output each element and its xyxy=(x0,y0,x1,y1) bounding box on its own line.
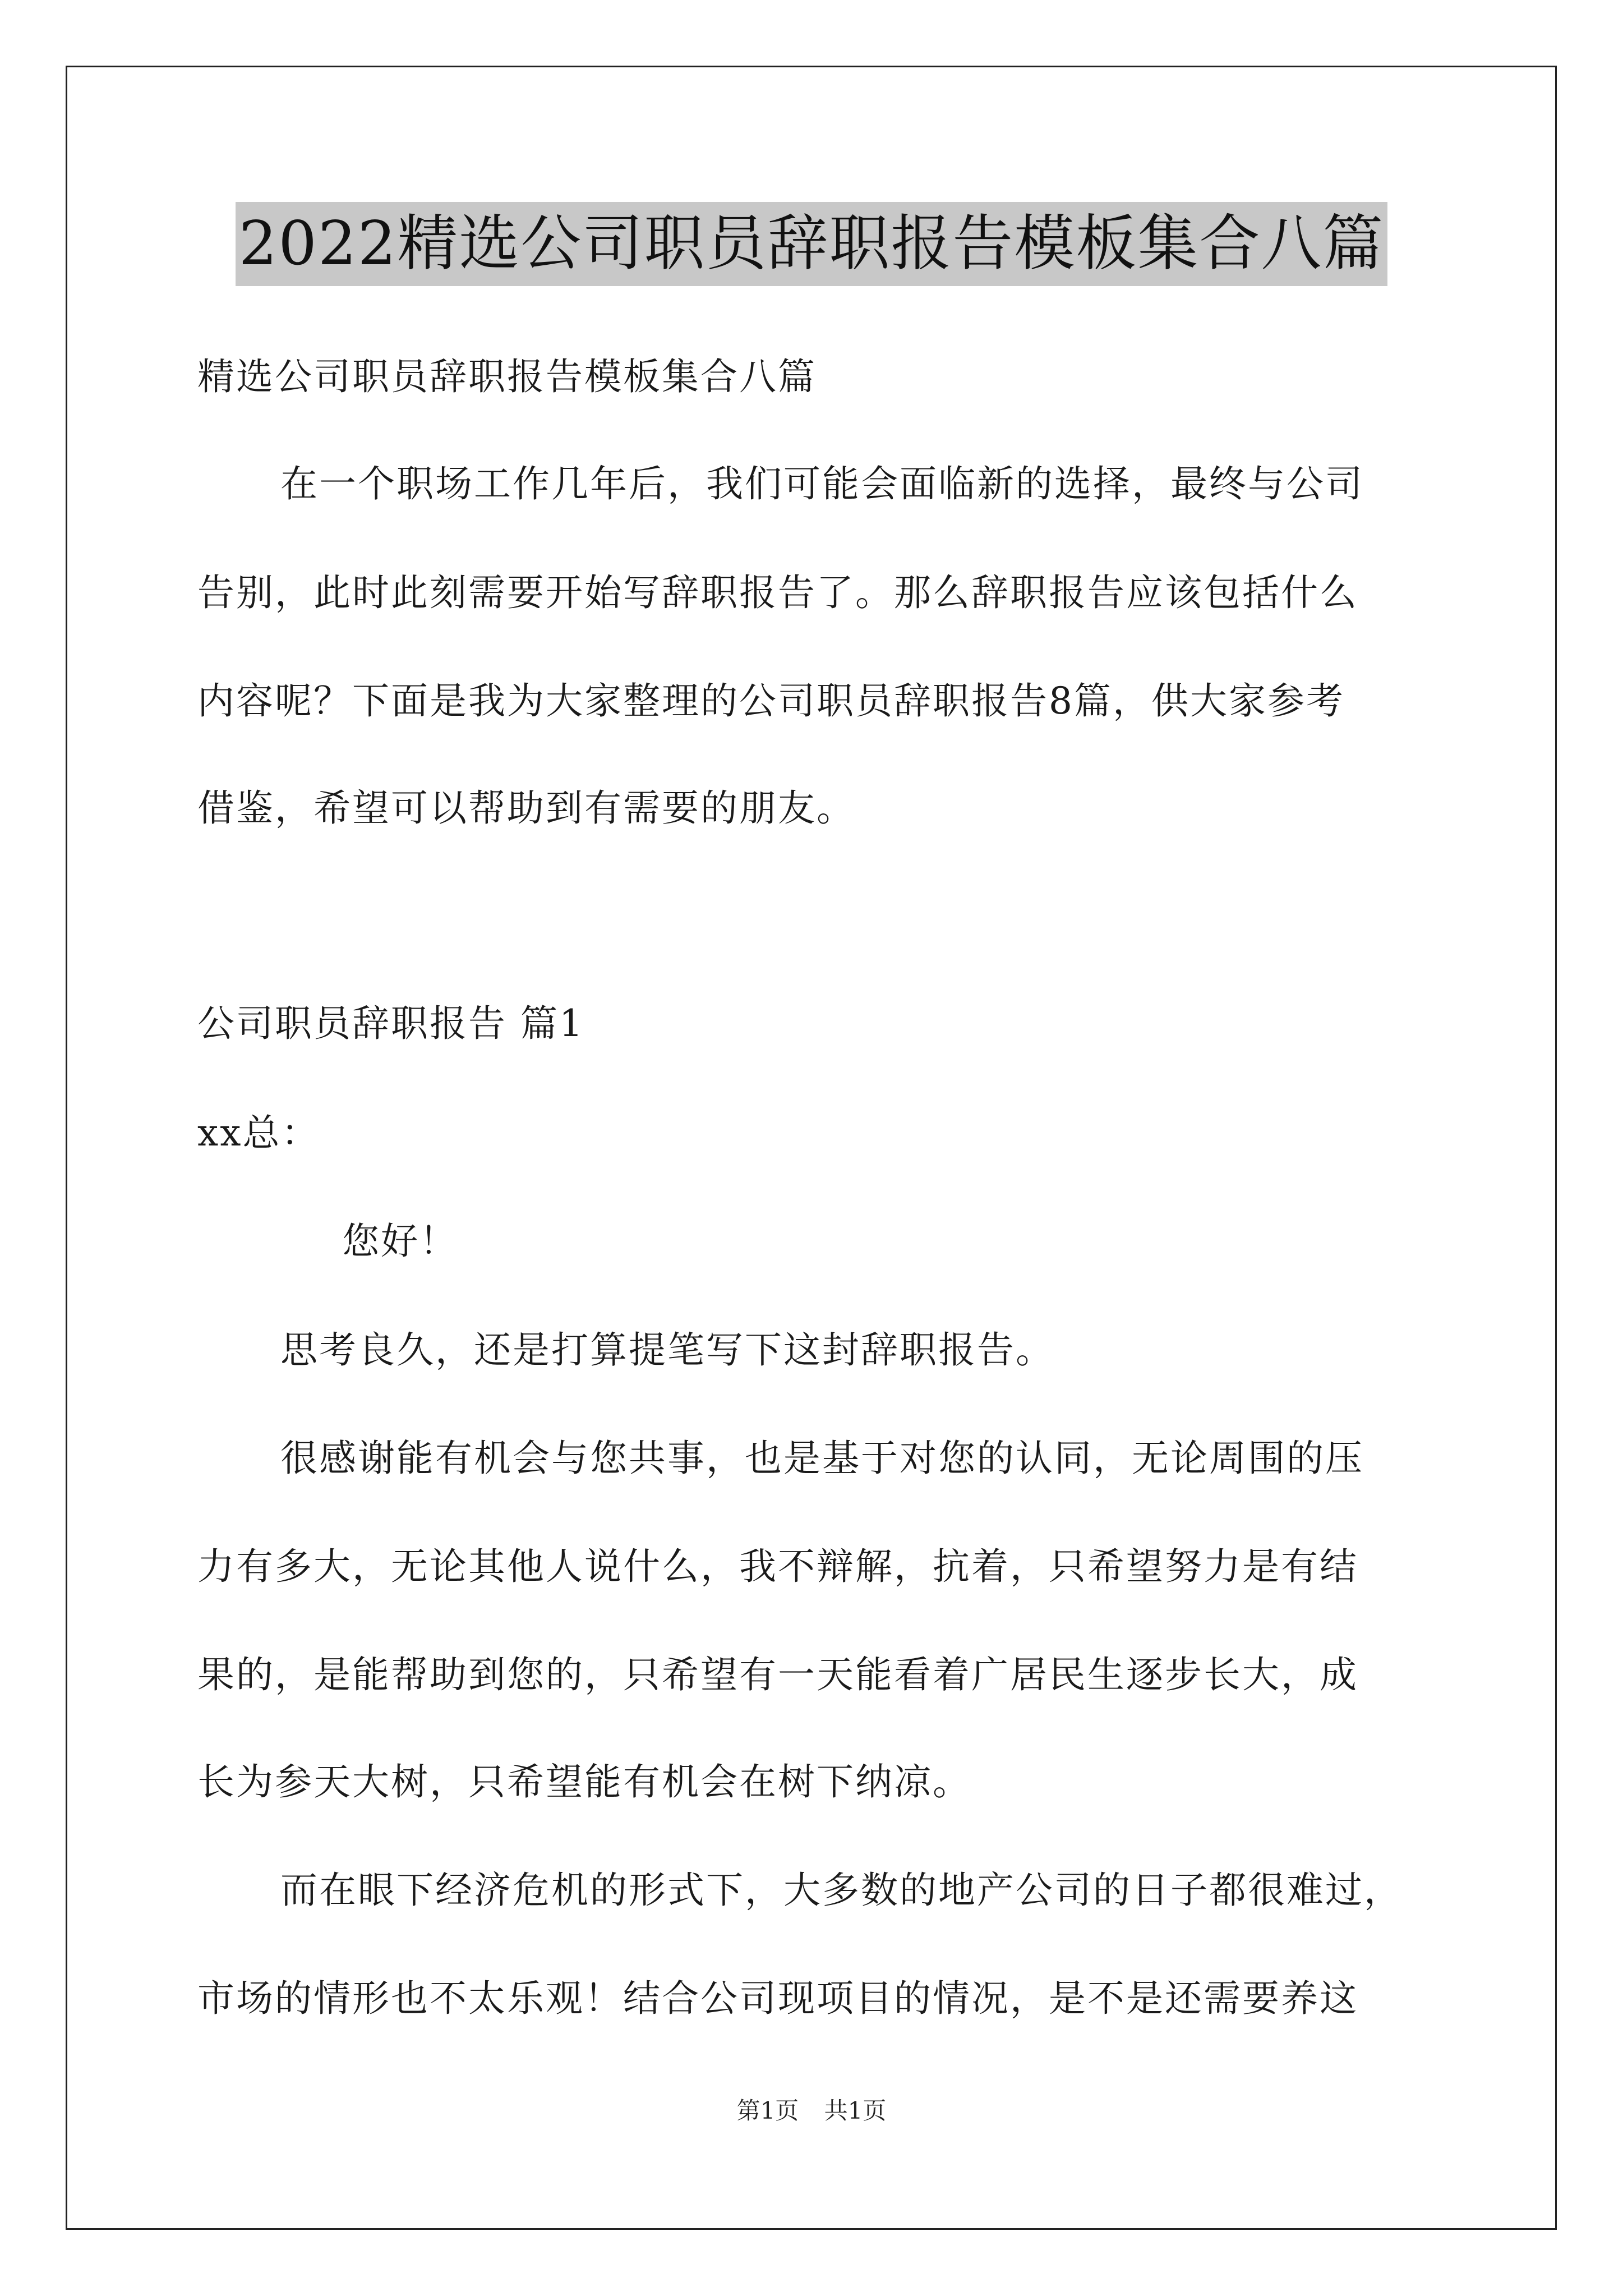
document-title: 2022精选公司职员辞职报告模板集合八篇 xyxy=(236,202,1388,286)
body-line-1: 思考良久，还是打算提笔写下这封辞职报告。 xyxy=(280,1328,1054,1372)
intro-line-2: 告别，此时此刻需要开始写辞职报告了。那么辞职报告应该包括什么 xyxy=(197,571,1358,614)
section-heading: 公司职员辞职报告 篇1 xyxy=(197,1002,584,1045)
page-footer xyxy=(0,2094,1623,2128)
intro-line-4: 借鉴，希望可以帮助到有需要的朋友。 xyxy=(197,786,855,830)
body-line-4: 果的，是能帮助到您的，只希望有一天能看着广居民生逐步长大，成 xyxy=(197,1653,1358,1696)
body-line-7: 市场的情形也不太乐观！结合公司现项目的情况，是不是还需要养这 xyxy=(197,1977,1358,2020)
body-line-5: 长为参天大树，只希望能有机会在树下纳凉。 xyxy=(197,1760,971,1803)
body-line-6: 而在眼下经济危机的形式下，大多数的地产公司的日子都很难过， xyxy=(280,1869,1403,1912)
body-line-2: 很感谢能有机会与您共事，也是基于对您的认同，无论周围的压 xyxy=(280,1437,1364,1480)
title-container xyxy=(0,202,1623,286)
intro-line-1: 在一个职场工作几年后，我们可能会面临新的选择，最终与公司 xyxy=(280,462,1364,505)
intro-line-3: 内容呢？下面是我为大家整理的公司职员辞职报告8篇，供大家参考 xyxy=(197,679,1345,723)
page-total: 共1页 xyxy=(824,2097,887,2124)
body-line-3: 力有多大，无论其他人说什么，我不辩解，抗着，只希望努力是有结 xyxy=(197,1545,1358,1588)
document-subtitle: 精选公司职员辞职报告模板集合八篇 xyxy=(197,355,817,398)
page-number: 第1页 xyxy=(736,2097,799,2124)
greeting: 您好！ xyxy=(342,1220,458,1263)
salutation: xx总： xyxy=(197,1111,320,1154)
